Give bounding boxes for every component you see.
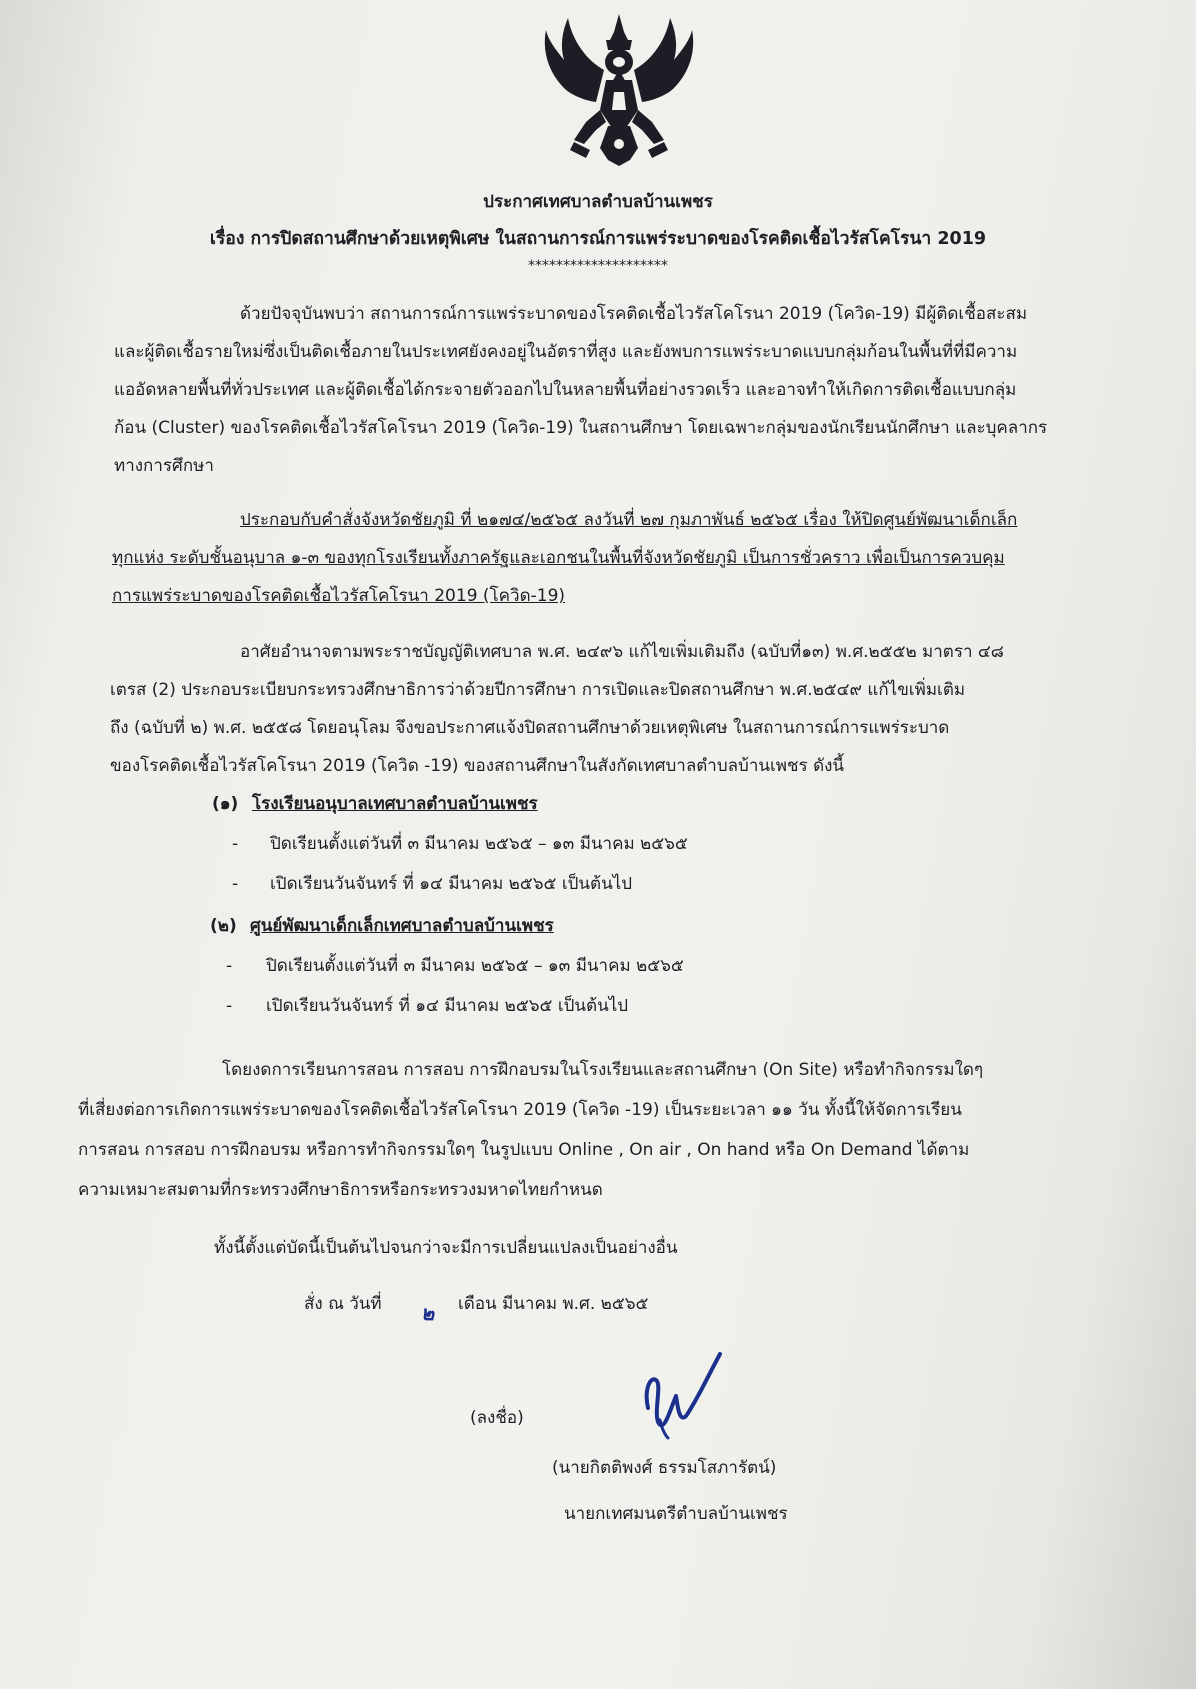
- school1-close-dates: ปิดเรียนตั้งแต่วันที่ ๓ มีนาคม ๒๕๖๕ – ๑๓ มีนาคม ๒๕๖๕: [270, 834, 688, 854]
- para4-line: ที่เสี่ยงต่อการเกิดการแพร่ระบาดของโรคติดเชื้อไวรัสโคโรนา 2019 (โควิด -19) เป็นระยะเวลา ๑๑ วัน ทั้งนี้ให้จัดการเรียน: [78, 1100, 962, 1120]
- para2-line: ประกอบกับคำสั่งจังหวัดชัยภูมิ ที่ ๒๑๗๔/๒๕๖๕ ลงวันที่ ๒๗ กุมภาพันธ์ ๒๕๖๕ เรื่อง ให้ปิดศูนย์พัฒนาเด็กเล็ก: [240, 510, 1018, 530]
- bullet-dash: -: [232, 834, 239, 854]
- para3-line: ถึง (ฉบับที่ ๒) พ.ศ. ๒๕๕๘ โดยอนุโลม จึงขอประกาศแจ้งปิดสถานศึกษาด้วยเหตุพิเศษ ในสถานการณ์การแพร่ระบาด: [110, 718, 950, 738]
- title-separator: ********************: [528, 258, 668, 274]
- signatory-name: (นายกิตติพงศ์ ธรรมโสภารัตน์): [552, 1458, 777, 1478]
- para1-line: ทางการศึกษา: [114, 456, 214, 476]
- para1-line: และผู้ติดเชื้อรายใหม่ซึ่งเป็นติดเชื้อภายในประเทศยังคงอยู่ในอัตราที่สูง และยังพบการแพร่ระบาดแบบกลุ่มก้อนในพื้นที่ที่มีความ: [114, 342, 1018, 362]
- effective-statement: ทั้งนี้ตั้งแต่บัดนี้เป็นต้นไปจนกว่าจะมีการเปลี่ยนแปลงเป็นอย่างอื่น: [214, 1238, 678, 1258]
- dated-day: ๒: [421, 1301, 435, 1325]
- announcement-subject: เรื่อง การปิดสถานศึกษาด้วยเหตุพิเศษ ในสถานการณ์การแพร่ระบาดของโรคติดเชื้อไวรัสโคโรนา 2019: [209, 229, 987, 249]
- para3-line: ของโรคติดเชื้อไวรัสโคโรนา 2019 (โควิด -19) ของสถานศึกษาในสังกัดเทศบาลตำบลบ้านเพชร ดังนี้: [110, 756, 845, 776]
- school1-number: (๑): [212, 794, 239, 814]
- garuda-emblem-icon: [534, 10, 704, 176]
- school1-name: โรงเรียนอนุบาลเทศบาลตำบลบ้านเพชร: [252, 794, 538, 814]
- dated-suffix: เดือน มีนาคม พ.ศ. ๒๕๖๕: [458, 1294, 649, 1314]
- para2-line: ทุกแห่ง ระดับชั้นอนุบาล ๑-๓ ของทุกโรงเรียนทั้งภาครัฐและเอกชนในพื้นที่จังหวัดชัยภูมิ เป็นการชั่วคราว เพื่อเป็นการควบคุม: [112, 548, 1005, 568]
- school1-reopen-date: เปิดเรียนวันจันทร์ ที่ ๑๔ มีนาคม ๒๕๖๕ เป็นต้นไป: [270, 874, 633, 894]
- school2-reopen-date: เปิดเรียนวันจันทร์ ที่ ๑๔ มีนาคม ๒๕๖๕ เป็นต้นไป: [266, 996, 629, 1016]
- school2-number: (๒): [210, 916, 237, 936]
- dated-prefix: สั่ง ณ วันที่: [304, 1294, 382, 1314]
- para1-line: ด้วยปัจจุบันพบว่า สถานการณ์การแพร่ระบาดของโรคติดเชื้อไวรัสโคโรนา 2019 (โควิด-19) มีผู้ติดเชื้อสะสม: [240, 304, 1028, 324]
- signatory-position: นายกเทศมนตรีตำบลบ้านเพชร: [564, 1504, 788, 1524]
- bullet-dash: -: [226, 956, 233, 976]
- announcement-title: ประกาศเทศบาลตำบลบ้านเพชร: [483, 192, 713, 212]
- para4-line: การสอน การสอบ การฝึกอบรม หรือการทำกิจกรรมใดๆ ในรูปแบบ Online , On air , On hand หรือ On Demand ได้ตาม: [78, 1140, 970, 1160]
- bullet-dash: -: [226, 996, 233, 1016]
- bullet-dash: -: [232, 874, 239, 894]
- para3-line: เตรส (2) ประกอบระเบียบกระทรวงศึกษาธิการว่าด้วยปีการศึกษา การเปิดและปิดสถานศึกษา พ.ศ.๒๕๔๙ แก้ไขเพิ่มเติม: [110, 680, 966, 700]
- school2-name: ศูนย์พัฒนาเด็กเล็กเทศบาลตำบลบ้านเพชร: [250, 916, 554, 936]
- para2-line: การแพร่ระบาดของโรคติดเชื้อไวรัสโคโรนา 2019 (โควิด-19): [112, 586, 566, 606]
- para3-line: อาศัยอำนาจตามพระราชบัญญัติเทศบาล พ.ศ. ๒๔๙๖ แก้ไขเพิ่มเติมถึง (ฉบับที่๑๓) พ.ศ.๒๕๕๒ มาตรา ๔๘: [240, 642, 1004, 662]
- para1-line: ก้อน (Cluster) ของโรคติดเชื้อไวรัสโคโรนา 2019 (โควิด-19) ในสถานศึกษา โดยเฉพาะกลุ่มของนักเรียนนักศึกษา และบุคลากร: [114, 418, 1048, 438]
- para4-line: โดยงดการเรียนการสอน การสอบ การฝึกอบรมในโรงเรียนและสถานศึกษา (On Site) หรือทำกิจกรรมใดๆ: [222, 1060, 984, 1080]
- handwritten-signature-icon: [640, 1350, 724, 1442]
- signature-label: (ลงชื่อ): [470, 1408, 524, 1428]
- school2-close-dates: ปิดเรียนตั้งแต่วันที่ ๓ มีนาคม ๒๕๖๕ – ๑๓ มีนาคม ๒๕๖๕: [266, 956, 684, 976]
- para1-line: แออัดหลายพื้นที่ทั่วประเทศ และผู้ติดเชื้อได้กระจายตัวออกไปในหลายพื้นที่อย่างรวดเร็ว และอาจทำให้เกิดการติดเชื้อแบบกลุ่ม: [114, 380, 1017, 400]
- para4-line: ความเหมาะสมตามที่กระทรวงศึกษาธิการหรือกระทรวงมหาดไทยกำหนด: [78, 1180, 603, 1200]
